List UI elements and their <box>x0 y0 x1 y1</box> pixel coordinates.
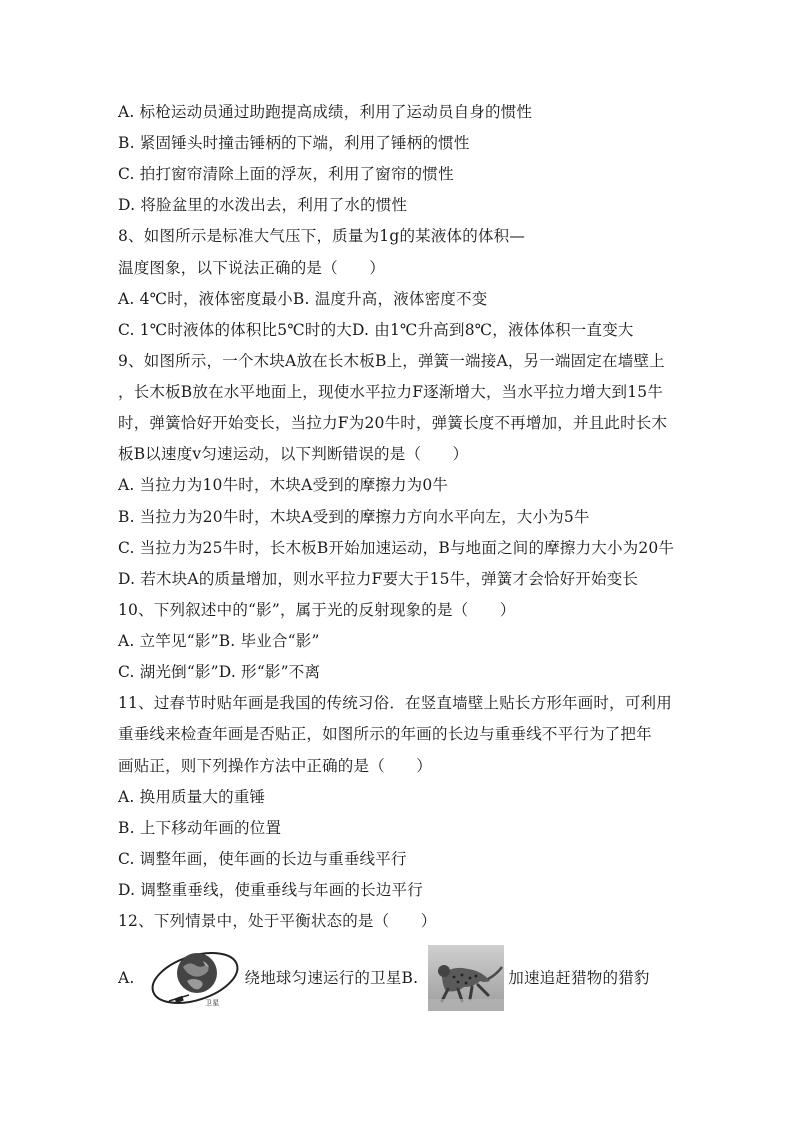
q10-stem: 10、下列叙述中的“影”，属于光的反射现象的是（ ） <box>118 601 516 619</box>
q9-stem-line-1: 9、如图所示，一个木块A放在长木板B上，弹簧一端接A，另一端固定在墙壁上 <box>118 352 665 370</box>
q10-option-ab: A. 立竿见“影”B. 毕业合“影” <box>118 632 320 650</box>
q9-option-d: D. 若木块A的质量增加，则水平拉力F要大于15牛，弹簧才会恰好开始变长 <box>118 570 639 588</box>
satellite-image-label: 卫星 <box>204 999 219 1007</box>
q11-stem-line-2: 重垂线来检查年画是否贴正，如图所示的年画的长边与重垂线不平行为了把年 <box>118 725 652 743</box>
q11-stem-line-1: 11、过春节时贴年画是我国的传统习俗．在竖直墙壁上贴长方形年画时，可利用 <box>118 694 672 712</box>
q11-option-d: D. 调整重垂线，使重垂线与年画的长边平行 <box>118 881 423 899</box>
q12-option-b-text: 加速追赶猎物的猎豹 <box>508 969 650 987</box>
q12-option-a-text: 绕地球匀速运行的卫星B. <box>244 969 419 987</box>
q11-option-a: A. 换用质量大的重锤 <box>118 788 266 806</box>
q7-option-c: C. 拍打窗帘清除上面的浮灰，利用了窗帘的惯性 <box>118 165 454 183</box>
q8-stem-line-1: 8、如图所示是标准大气压下，质量为1g的某液体的体积— <box>118 227 526 245</box>
q8-option-cd: C. 1℃时液体的体积比5℃时的大D. 由1℃升高到8℃，液体体积一直变大 <box>118 321 634 339</box>
q11-option-b: B. 上下移动年画的位置 <box>118 819 282 837</box>
q9-stem-line-2: ，长木板B放在水平地面上，现使水平拉力F逐渐增大，当水平拉力增大到15牛 <box>118 383 664 401</box>
satellite-orbit-image <box>147 945 243 1011</box>
q11-option-c: C. 调整年画，使年画的长边与重垂线平行 <box>118 850 407 868</box>
q9-stem-line-4: 板B以速度v匀速运动，以下判断错误的是（ ） <box>118 445 469 463</box>
q7-option-a: A. 标枪运动员通过助跑提高成绩，利用了运动员自身的惯性 <box>118 103 533 121</box>
q8-stem-line-2: 温度图象，以下说法正确的是（ ） <box>118 259 385 277</box>
q12-stem: 12、下列情景中，处于平衡状态的是（ ） <box>118 912 437 930</box>
q12-option-a-label: A. <box>118 969 135 987</box>
cheetah-image <box>428 945 504 1011</box>
q12-options-row <box>118 945 650 1011</box>
q9-stem-line-3: 时，弹簧恰好开始变长，当拉力F为20牛时，弹簧长度不再增加，并且此时长木 <box>118 414 668 432</box>
q9-option-a: A. 当拉力为10牛时，木块A受到的摩擦力为0牛 <box>118 476 449 494</box>
q11-stem-line-3: 画贴正，则下列操作方法中正确的是（ ） <box>118 757 433 775</box>
q8-option-ab: A. 4℃时，液体密度最小B. 温度升高，液体密度不变 <box>118 290 488 308</box>
q9-option-c: C. 当拉力为25牛时，长木板B开始加速运动，B与地面之间的摩擦力大小为20牛 <box>118 539 675 557</box>
q7-option-b: B. 紧固锤头时撞击锤柄的下端，利用了锤柄的惯性 <box>118 134 470 152</box>
q10-option-cd: C. 湖光倒“影”D. 形“影”不离 <box>118 663 321 681</box>
q7-option-d: D. 将脸盆里的水泼出去，利用了水的惯性 <box>118 196 408 214</box>
q9-option-b: B. 当拉力为20牛时，木块A受到的摩擦力方向水平向左，大小为5牛 <box>118 508 590 526</box>
